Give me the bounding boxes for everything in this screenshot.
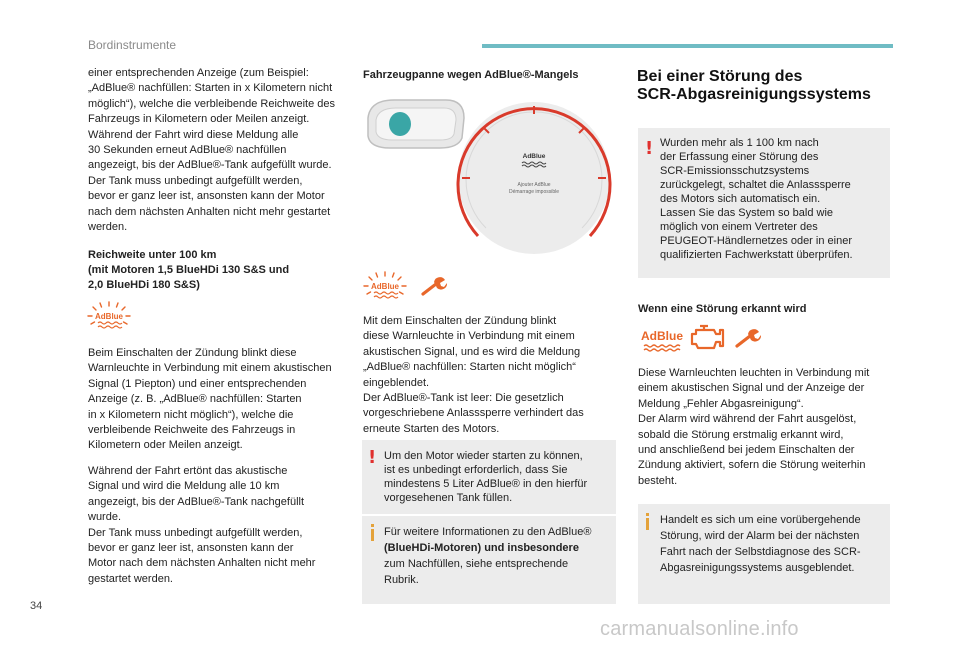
text-line: bevor er ganz leer ist, ansonsten kann der [88,542,294,555]
col1-paragraph-2 [88,346,358,454]
info-text [384,524,612,588]
col1-paragraph-3 [88,464,358,587]
text-line: Während der Fahrt ertönt das akustische [88,465,288,477]
info-text [660,512,886,576]
cluster-message-1: Ajouter AdBlue [517,182,551,188]
text-line: Der Tank muss unbedingt aufgefüllt werden, [88,174,303,187]
col2-info-box [362,516,616,604]
text-line: der Erfassung einer Störung des [660,151,819,163]
text-line: Lassen Sie das System so bald wie [660,207,834,219]
text-line: sobald die Störung erstmalig erkannt wird, [638,428,844,441]
text-line: Handelt es sich um eine vorübergehende [660,514,861,526]
warning-text [384,449,612,505]
text-line: bevor er ganz leer ist, ansonsten kann der Motor [88,190,325,203]
text-line: Störung, wird der Alarm bei der nächsten [660,530,860,542]
text-line: besteht. [638,474,678,487]
info-icon [371,529,374,541]
heading-line: (mit Motoren 1,5 BlueHDi 130 S&S und [88,264,290,276]
text-line: angezeigt, bis der AdBlue®-Tank nachgefüllt [88,495,305,508]
text-line: „AdBlue® nachfüllen: Starten in x Kilometern nicht [88,82,333,95]
text-line: (BlueHDi-Motoren) und insbesondere [384,542,579,554]
text-line: vorgeschriebene Anlasssperre verhindert das [363,407,584,420]
text-line: erneute Starten des Motors. [363,422,500,435]
text-line: Fahrt nach der Selbstdiagnose des SCR- [660,546,861,558]
icon-label: AdBlue [371,282,399,291]
text-line: Während der Fahrt wird diese Meldung alle [88,128,299,141]
text-line: einem akustischen Signal und der Anzeige der [638,382,865,395]
text-line: SCR-Emissionsschutzsystems [660,165,810,177]
text-line: „AdBlue® nachfüllen: Starten nicht möglich“ [363,361,576,374]
text-line: mindestens 5 Liter AdBlue® in den hierfür [384,478,588,490]
page-number: 34 [30,600,43,612]
text-line: Beim Einschalten der Zündung blinkt diese [88,347,297,359]
text-line: vorgesehenen Tank füllen. [384,492,513,504]
text-line: Mit dem Einschalten der Zündung blinkt [363,315,557,327]
warning-text [660,136,886,262]
heading-line: Reichweite unter 100 km [88,249,217,261]
icon-label: AdBlue [95,312,123,321]
text-line: Meldung „Fehler Abgasreinigung“. [638,397,804,410]
text-line: einer entsprechenden Anzeige (zum Beispiel: [88,67,309,79]
col3-info-box [638,504,890,604]
text-line: Zündung aktiviert, sofern die Störung weiterhin [638,459,866,472]
gauge-dial [458,102,610,254]
icon-label: AdBlue [641,329,683,343]
text-line: Der Tank muss unbedingt aufgefüllt werden, [88,526,303,539]
text-line: Um den Motor wieder starten zu können, [384,450,583,462]
text-line: gestartet werden. [88,572,173,585]
text-line: wurde. [88,511,122,524]
text-line: möglich von einem Vertreter des [660,221,818,233]
text-line: Signal und wird die Meldung alle 10 km [88,480,280,493]
heading-line: 2,0 BlueHDi 180 S&S) [88,279,200,291]
title-line: SCR-Abgasreinigungssystems [637,86,871,103]
cluster-adblue-label: AdBlue [522,153,546,160]
text-line: 30 Sekunden erneut AdBlue® nachfüllen [88,144,287,157]
text-line: angezeigt, bis der AdBlue®-Tank aufgefüllt wurde. [88,159,332,172]
text-line: Fahrzeugs in Kilometern oder Meilen anzeigt. [88,113,310,126]
text-line: zurückgelegt, schaltet die Anlasssperre [660,179,851,191]
col3-title [637,68,897,104]
col1-heading-range [88,248,358,293]
warning-icon: ! [645,138,654,159]
text-line: in x Kilometern nicht möglich“), welche die [88,408,294,421]
col2-heading: Fahrzeugpanne wegen AdBlue®-Mangels [363,69,579,81]
text-line: PEUGEOT-Händlernetzes oder in einer [660,235,852,247]
col3-warning-box [638,128,890,278]
text-line: ist es unbedingt erforderlich, dass Sie [384,464,568,476]
text-line: Wurden mehr als 1 100 km nach [660,137,819,149]
warning-icon: ! [368,447,377,468]
text-line: Signal (1 Piepton) und einer entsprechenden [88,377,307,390]
text-line: eingeblendet. [363,376,430,389]
text-line: Kilometern oder Meilen anzeigt. [88,439,243,452]
col3-paragraph [638,366,894,489]
text-line: Für weitere Informationen zu den AdBlue® [384,526,592,538]
text-line: möglich“), welche die verbleibende Reichweite des [88,97,336,110]
text-line: Rubrik. [384,574,419,586]
text-line: Diese Warnleuchten leuchten in Verbindung mit [638,367,870,379]
col1-paragraph-1 [88,66,358,235]
title-line: Bei einer Störung des [637,68,803,85]
text-line: zum Nachfüllen, siehe entsprechende [384,558,569,570]
adblue-warning-icon [362,270,408,304]
text-line: qualifizierten Fachwerkstatt überprüfen. [660,249,853,261]
watermark: carmanualsonline.info [600,618,799,640]
col2-warning-box [362,440,616,514]
text-line: Der Alarm wird während der Fahrt ausgelöst, [638,413,857,426]
section-header: Bordinstrumente [88,38,177,52]
text-line: und anschließend bei jedem Einschalten der [638,444,855,457]
text-line: des Motors sich automatisch ein. [660,193,821,205]
text-line: verbleibende Reichweite des Fahrzeugs in [88,424,296,437]
col3-subheading: Wenn eine Störung erkannt wird [638,303,807,315]
adblue-warning-icon [86,300,132,334]
wrench-icon [734,328,762,350]
text-line: diese Warnleuchte in Verbindung mit einem [363,330,575,343]
display-knob [389,112,411,136]
engine-icon [690,322,726,354]
text-line: Abgasreinigungssystems ausgeblendet. [660,562,855,574]
instrument-cluster-illustration [360,86,622,276]
text-line: nach dem nächsten Anhalten nicht mehr gestartet [88,205,331,218]
header-accent-bar [482,44,893,48]
info-icon [646,518,649,530]
text-line: Warnleuchte in Verbindung mit einem akustischen [88,362,332,375]
text-line: akustischen Signal, und es wird die Meldung [363,345,581,358]
text-line: Der AdBlue®-Tank ist leer: Die gesetzlich [363,392,564,405]
text-line: Anzeige (z. B. „AdBlue® nachfüllen: Starten [88,393,302,406]
cluster-message-2: Démarrage impossible [508,189,560,195]
col2-paragraph [363,314,619,437]
text-line: Motor nach dem nächsten Anhalten nicht mehr [88,557,316,570]
adblue-icon [640,324,686,354]
wrench-icon [420,276,448,298]
text-line: werden. [88,221,128,234]
